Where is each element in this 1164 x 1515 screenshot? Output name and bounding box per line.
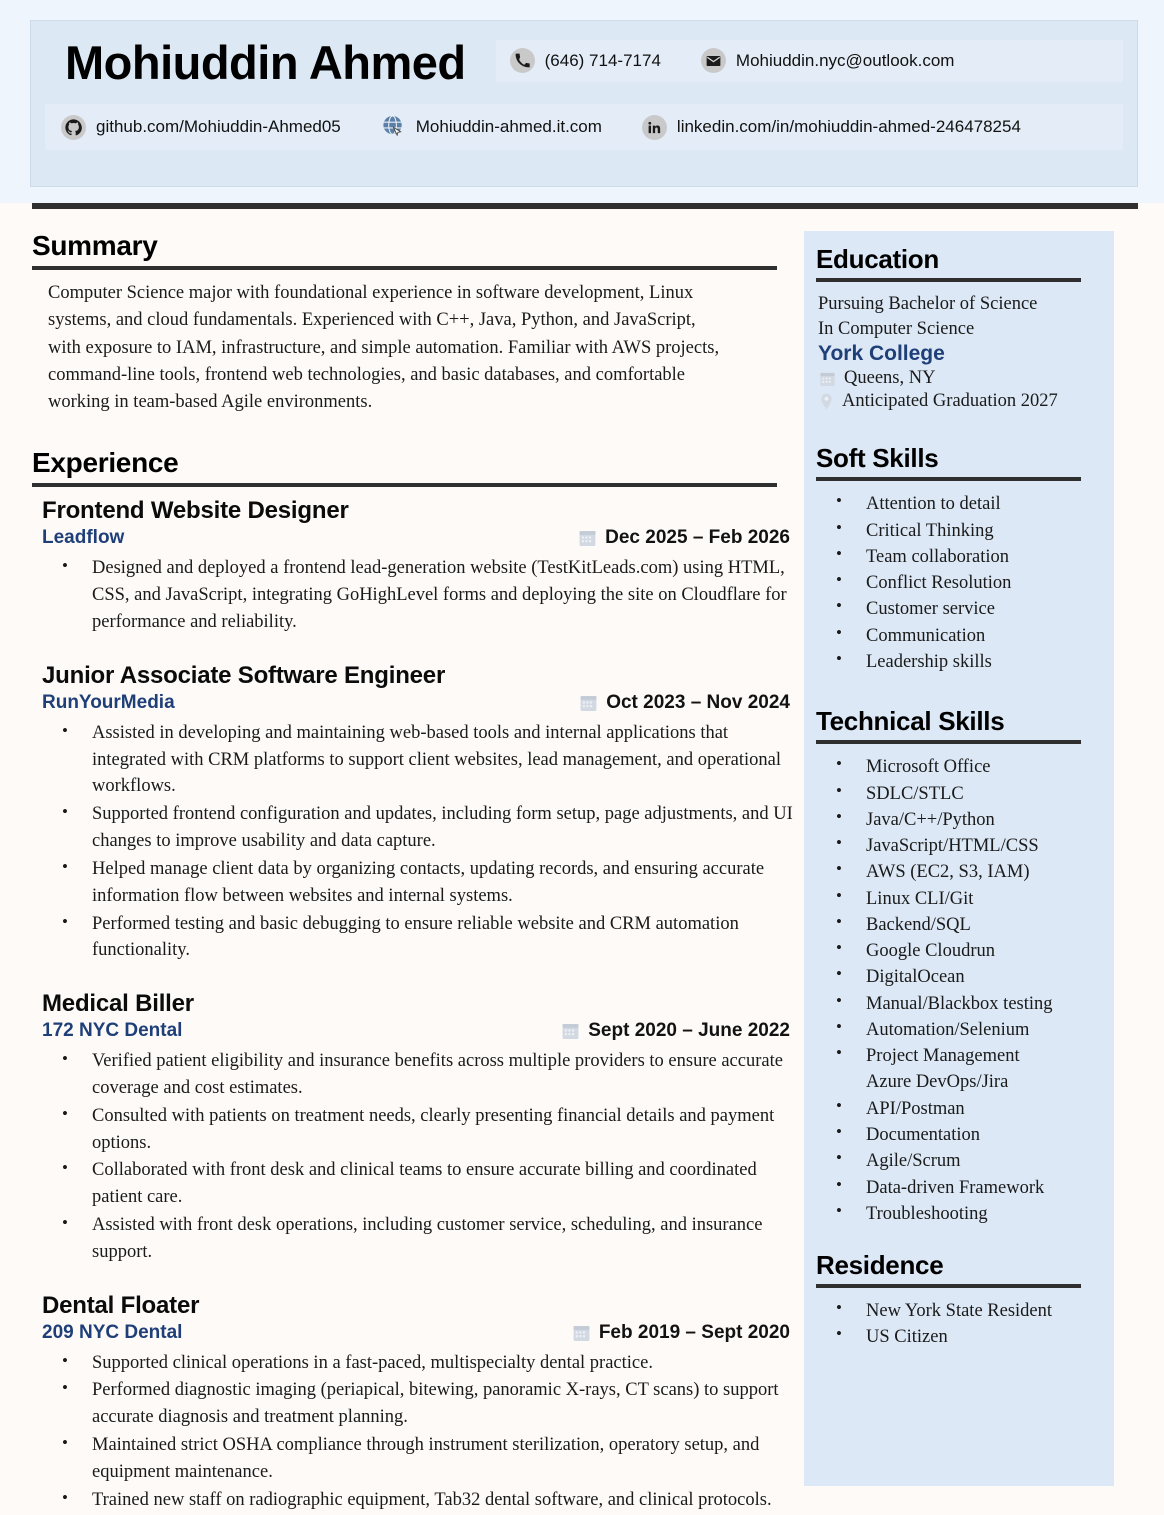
technical-skill-item: • Java/C++/Python <box>816 807 1100 833</box>
experience-bullets <box>42 555 800 635</box>
technical-skill-item: • Troubleshooting <box>816 1201 1100 1227</box>
education-degree-line-1: Pursuing Bachelor of Science <box>818 294 1038 315</box>
education-location <box>820 368 1100 389</box>
experience-bullets <box>42 720 800 964</box>
residence-item: • New York State Resident <box>816 1298 1100 1324</box>
experience-dates <box>562 1020 800 1042</box>
technical-skill-item: • Backend/SQL <box>816 912 1100 938</box>
technical-skill-item: • Automation/Selenium <box>816 1017 1100 1043</box>
residence-list <box>816 1298 1100 1351</box>
header-band <box>0 0 1164 203</box>
calendar-icon <box>562 1022 579 1040</box>
technical-skills-rule <box>816 740 1081 744</box>
contact-website-text: Mohiuddin-ahmed.it.com <box>415 117 602 136</box>
education-heading: Education <box>816 244 939 274</box>
experience-bullet: • Maintained strict OSHA compliance through instrument sterilization, operatory setup, and equipment maintenance. <box>56 1432 800 1486</box>
experience-entry <box>42 990 800 1266</box>
experience-bullet: • Collaborated with front desk and clinical teams to ensure accurate billing and coordinated patient care. <box>56 1157 800 1211</box>
contact-row-primary <box>496 40 1123 82</box>
calendar-icon <box>820 371 835 387</box>
experience-entry <box>42 497 800 635</box>
experience-bullet: • Trained new staff on radiographic equipment, Tab32 dental software, and clinical protocols. <box>56 1487 800 1514</box>
soft-skills-rule <box>816 477 1081 481</box>
technical-skill-item: • Manual/Blackbox testing <box>816 991 1100 1017</box>
technical-skill-item: • Agile/Scrum <box>816 1148 1100 1174</box>
experience-bullets <box>42 1048 800 1266</box>
soft-skills-list <box>816 491 1100 675</box>
experience-bullet: • Helped manage client data by organizing contacts, updating records, and ensuring accurate information flow between websites and internal systems. <box>56 856 800 910</box>
experience-dates-text: Feb 2019 – Sept 2020 <box>598 1321 790 1343</box>
soft-skill-item: • Attention to detail <box>816 491 1100 517</box>
residence-heading: Residence <box>816 1250 944 1281</box>
experience-bullet: • Verified patient eligibility and insurance benefits across multiple providers to ensure accurate coverage and cost estimates. <box>56 1048 800 1102</box>
technical-skill-item: • Google Cloudrun <box>816 938 1100 964</box>
experience-bullet: • Supported clinical operations in a fast-paced, multispecialty dental practice. <box>56 1350 800 1377</box>
technical-skill-item: • AWS (EC2, S3, IAM) <box>816 859 1100 885</box>
experience-entry <box>42 662 800 964</box>
experience-entry <box>42 1292 800 1514</box>
contact-website[interactable] <box>381 115 602 140</box>
contact-email[interactable] <box>701 48 955 73</box>
contact-linkedin[interactable] <box>642 115 1021 140</box>
experience-bullet: • Supported frontend configuration and updates, including form setup, page adjustments, and UI changes to improve usability and data capture. <box>56 801 800 855</box>
experience-meta <box>42 527 800 549</box>
experience-role: Frontend Website Designer <box>42 497 349 525</box>
summary-heading: Summary <box>32 230 158 261</box>
residence-rule <box>816 1284 1081 1288</box>
experience-role: Junior Associate Software Engineer <box>42 661 446 689</box>
experience-dates-text: Dec 2025 – Feb 2026 <box>605 527 790 549</box>
technical-skills-list <box>816 754 1100 1227</box>
experience-role: Dental Floater <box>42 1291 200 1319</box>
experience-company: Leadflow <box>42 527 125 549</box>
calendar-icon <box>579 529 596 547</box>
experience-meta <box>42 1322 800 1344</box>
technical-skill-item: • Documentation <box>816 1122 1100 1148</box>
envelope-icon <box>701 48 726 73</box>
residence-item: • US Citizen <box>816 1324 1100 1350</box>
experience-bullet: • Performed diagnostic imaging (periapical, bitewing, panoramic X-rays, CT scans) to support accurate diagnosis and treatment planning. <box>56 1377 800 1431</box>
soft-skill-item: • Communication <box>816 623 1100 649</box>
github-icon <box>61 115 86 140</box>
education-graduation-text: Anticipated Graduation 2027 <box>842 391 1058 412</box>
experience-company: 209 NYC Dental <box>42 1321 183 1343</box>
header-card <box>30 20 1138 187</box>
soft-skill-item: • Customer service <box>816 596 1100 622</box>
contact-github-text: github.com/Mohiuddin-Ahmed05 <box>96 117 341 136</box>
soft-skill-item: • Critical Thinking <box>816 518 1100 544</box>
experience-list <box>32 497 800 1513</box>
contact-phone-text: (646) 714-7174 <box>544 50 661 70</box>
technical-skill-item: • Microsoft Office <box>816 754 1100 780</box>
location-pin-icon <box>820 393 833 410</box>
technical-skill-item: • JavaScript/HTML/CSS <box>816 833 1100 859</box>
resume-body <box>0 209 1164 1515</box>
experience-bullet: • Assisted in developing and maintaining web-based tools and internal applications that integrated with CRM platforms to support client websites, lead management, and operational workflows. <box>56 720 800 800</box>
summary-rule <box>32 266 777 270</box>
experience-company: 172 NYC Dental <box>42 1020 183 1042</box>
experience-dates-text: Oct 2023 – Nov 2024 <box>606 691 790 713</box>
experience-dates <box>580 692 800 714</box>
technical-skill-item: • DigitalOcean <box>816 964 1100 990</box>
education-degree-line-2: In Computer Science <box>818 318 975 339</box>
spacer <box>816 675 1100 707</box>
technical-skill-item: • API/Postman <box>816 1096 1100 1122</box>
contact-github[interactable] <box>61 115 341 140</box>
education-school: York College <box>818 342 945 366</box>
contact-email-text: Mohiuddin.nyc@outlook.com <box>735 50 955 70</box>
experience-dates <box>573 1322 800 1344</box>
experience-role: Medical Biller <box>42 990 194 1018</box>
calendar-icon <box>580 694 597 712</box>
soft-skill-item: • Leadership skills <box>816 649 1100 675</box>
experience-dates <box>579 527 800 549</box>
spacer <box>816 412 1100 444</box>
education-rule <box>816 278 1081 282</box>
page-title: Mohiuddin Ahmed <box>65 36 466 89</box>
contact-linkedin-text: linkedin.com/in/mohiuddin-ahmed-246478254 <box>676 117 1021 136</box>
soft-skill-item: • Conflict Resolution <box>816 570 1100 596</box>
contact-row-secondary <box>45 104 1123 150</box>
phone-icon <box>510 48 535 73</box>
experience-bullets <box>42 1350 800 1514</box>
technical-skill-item: Azure DevOps/Jira <box>866 1072 1009 1093</box>
experience-dates-text: Sept 2020 – June 2022 <box>588 1020 790 1042</box>
technical-skill-item: • SDLC/STLC <box>816 781 1100 807</box>
technical-skill-item: • Data-driven Framework <box>816 1175 1100 1201</box>
experience-heading: Experience <box>32 447 179 479</box>
spacer <box>32 416 800 448</box>
experience-bullet: • Consulted with patients on treatment needs, clearly presenting financial details and payment options. <box>56 1103 800 1157</box>
experience-rule <box>32 483 777 487</box>
contact-phone[interactable] <box>510 48 661 73</box>
globe-website-icon <box>381 115 406 140</box>
experience-bullet: • Designed and deployed a frontend lead-generation website (TestKitLeads.com) using HTML, CSS, and JavaScript, integrating GoHighLevel forms and deploying the site on Cloudflare for performance and reliability. <box>56 555 800 635</box>
summary-text: Computer Science major with foundational experience in software development, Linux systems, and cloud fundamentals. Experienced with C++, Java, Python, and JavaScript, with exposure to IAM, infrastructure, and simple automation. Familiar with AWS projects, command-line tools, frontend web technologies, and basic databases, and comfortable working in team-based Agile environments. <box>48 283 720 412</box>
experience-meta <box>42 692 800 714</box>
header-top-row <box>45 31 1123 90</box>
experience-company: RunYourMedia <box>42 691 175 713</box>
sidebar <box>804 231 1114 1486</box>
education-graduation <box>820 391 1100 412</box>
soft-skill-item: • Team collaboration <box>816 544 1100 570</box>
technical-skill-item: • Project Management <box>816 1043 1100 1069</box>
soft-skills-heading: Soft Skills <box>816 443 939 474</box>
experience-meta <box>42 1020 800 1042</box>
experience-bullet: • Assisted with front desk operations, including customer service, scheduling, and insurance support. <box>56 1212 800 1266</box>
linkedin-icon <box>642 115 667 140</box>
spacer <box>816 1227 1100 1251</box>
experience-bullet: • Performed testing and basic debugging to ensure reliable website and CRM automation functionality. <box>56 911 800 965</box>
main-column <box>0 231 800 1515</box>
education-location-text: Queens, NY <box>844 368 936 389</box>
technical-skill-item: • Linux CLI/Git <box>816 886 1100 912</box>
calendar-icon <box>573 1324 590 1342</box>
technical-skills-heading: Technical Skills <box>816 706 1005 737</box>
